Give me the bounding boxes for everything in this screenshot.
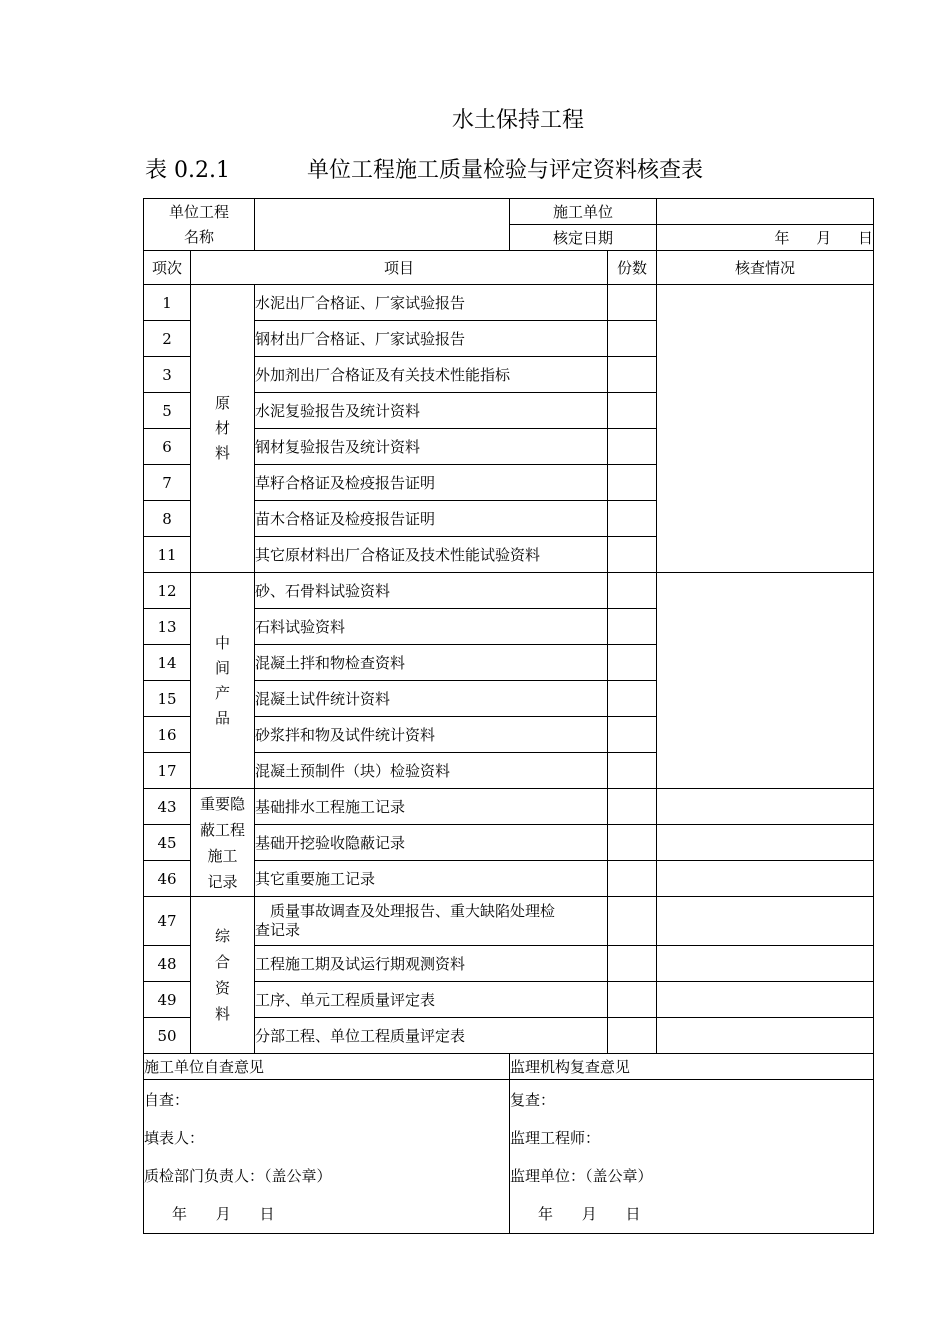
row-copies-cell[interactable] [608, 753, 657, 789]
row-item: 钢材复验报告及统计资料 [255, 429, 608, 465]
table-row [144, 897, 874, 946]
row-copies-cell[interactable] [608, 609, 657, 645]
row-item: 其它原材料出厂合格证及技术性能试验资料 [255, 537, 608, 573]
review-label: 复查： [510, 1090, 556, 1109]
table-number: 表 0.2.1 [145, 158, 230, 183]
status-cell-raw-materials[interactable] [657, 285, 874, 573]
document-title: 水土保持工程 [451, 108, 584, 133]
supervision-review-block[interactable] [510, 1080, 874, 1234]
status-cell-intermediate-products[interactable] [657, 573, 874, 789]
inspection-table [143, 198, 874, 1234]
table-heading [145, 153, 703, 184]
row-number: 7 [144, 465, 191, 501]
group-label-raw-materials: 原 材 料 [191, 285, 255, 573]
row-status-cell[interactable] [657, 861, 874, 897]
row-copies-cell[interactable] [608, 1018, 657, 1054]
row-number: 43 [144, 789, 191, 825]
row-copies-cell[interactable] [608, 825, 657, 861]
row-item: 工程施工期及试运行期观测资料 [255, 946, 608, 982]
row-number: 3 [144, 357, 191, 393]
table-title: 单位工程施工质量检验与评定资料核查表 [307, 158, 704, 183]
row-number: 2 [144, 321, 191, 357]
row-item: 水泥复验报告及统计资料 [255, 393, 608, 429]
table-row [144, 789, 874, 825]
row-status-cell[interactable] [657, 946, 874, 982]
supervising-engineer-label: 监理工程师： [510, 1128, 601, 1147]
row-number: 5 [144, 393, 191, 429]
row-copies-cell[interactable] [608, 537, 657, 573]
row-copies-cell[interactable] [608, 897, 657, 946]
table-row [144, 573, 874, 609]
row-copies-cell[interactable] [608, 645, 657, 681]
row-copies-cell[interactable] [608, 789, 657, 825]
row-copies-cell[interactable] [608, 717, 657, 753]
row-item: 基础开挖验收隐蔽记录 [255, 825, 608, 861]
row-copies-cell[interactable] [608, 393, 657, 429]
row-item: 水泥出厂合格证、厂家试验报告 [255, 285, 608, 321]
self-check-date: 年 月 日 [172, 1204, 275, 1223]
row-copies-cell[interactable] [608, 681, 657, 717]
row-number: 49 [144, 982, 191, 1018]
row-copies-cell[interactable] [608, 321, 657, 357]
group-label-intermediate-products: 中 间 产 品 [191, 573, 255, 789]
row-number: 12 [144, 573, 191, 609]
row-item: 外加剂出厂合格证及有关技术性能指标 [255, 357, 608, 393]
qc-head-label: 质检部门负责人：（盖公章） [144, 1166, 332, 1185]
row-item: 苗木合格证及检疫报告证明 [255, 501, 608, 537]
row-number: 8 [144, 501, 191, 537]
row-item: 混凝土拌和物检查资料 [255, 645, 608, 681]
row-status-cell[interactable] [657, 789, 874, 825]
supervising-unit-label: 监理单位：（盖公章） [510, 1166, 653, 1185]
constructor-value[interactable] [657, 199, 874, 225]
self-check-block[interactable] [144, 1080, 510, 1234]
row-item: 混凝土预制件（块）检验资料 [255, 753, 608, 789]
row-item: 砂、石骨料试验资料 [255, 573, 608, 609]
row-number: 15 [144, 681, 191, 717]
unit-name-label: 单位工程 名称 [144, 199, 255, 251]
row-item: 基础排水工程施工记录 [255, 789, 608, 825]
row-number: 45 [144, 825, 191, 861]
group-label-concealed-works: 重要隐 蔽工程 施工 记录 [191, 789, 255, 897]
row-number: 46 [144, 861, 191, 897]
check-date-label: 核定日期 [510, 225, 657, 251]
row-item: 工序、单元工程质量评定表 [255, 982, 608, 1018]
check-date-value[interactable]: 年 月 日 [657, 225, 874, 251]
row-number: 11 [144, 537, 191, 573]
row-copies-cell[interactable] [608, 465, 657, 501]
row-number: 47 [144, 897, 191, 946]
review-date: 年 月 日 [538, 1204, 641, 1223]
group-label-comprehensive-data: 综 合 资 料 [191, 897, 255, 1054]
row-copies-cell[interactable] [608, 982, 657, 1018]
row-number: 14 [144, 645, 191, 681]
row-copies-cell[interactable] [608, 285, 657, 321]
row-item: 草籽合格证及检疫报告证明 [255, 465, 608, 501]
row-number: 16 [144, 717, 191, 753]
row-copies-cell[interactable] [608, 861, 657, 897]
row-item: 混凝土试件统计资料 [255, 681, 608, 717]
column-header-copies: 份数 [608, 251, 657, 285]
unit-name-value[interactable] [255, 199, 510, 251]
filler-label: 填表人： [144, 1128, 205, 1147]
constructor-label: 施工单位 [510, 199, 657, 225]
self-check-header: 施工单位自查意见 [144, 1054, 510, 1080]
table-row [144, 285, 874, 321]
row-status-cell[interactable] [657, 1018, 874, 1054]
row-number: 13 [144, 609, 191, 645]
column-header-item: 项目 [191, 251, 608, 285]
column-header-seq: 项次 [144, 251, 191, 285]
row-status-cell[interactable] [657, 825, 874, 861]
row-item: 质量事故调查及处理报告、重大缺陷处理检 查记录 [255, 897, 608, 946]
row-number: 1 [144, 285, 191, 321]
row-copies-cell[interactable] [608, 357, 657, 393]
row-number: 50 [144, 1018, 191, 1054]
row-item: 石料试验资料 [255, 609, 608, 645]
self-check-label: 自查： [144, 1090, 190, 1109]
row-item: 其它重要施工记录 [255, 861, 608, 897]
row-number: 48 [144, 946, 191, 982]
row-item: 钢材出厂合格证、厂家试验报告 [255, 321, 608, 357]
row-copies-cell[interactable] [608, 946, 657, 982]
row-item: 分部工程、单位工程质量评定表 [255, 1018, 608, 1054]
column-header-status: 核查情况 [657, 251, 874, 285]
row-status-cell[interactable] [657, 982, 874, 1018]
row-copies-cell[interactable] [608, 429, 657, 465]
supervision-review-header: 监理机构复查意见 [510, 1054, 874, 1080]
row-number: 6 [144, 429, 191, 465]
row-number: 17 [144, 753, 191, 789]
row-status-cell[interactable] [657, 897, 874, 946]
row-item: 砂浆拌和物及试件统计资料 [255, 717, 608, 753]
row-copies-cell[interactable] [608, 573, 657, 609]
row-copies-cell[interactable] [608, 501, 657, 537]
